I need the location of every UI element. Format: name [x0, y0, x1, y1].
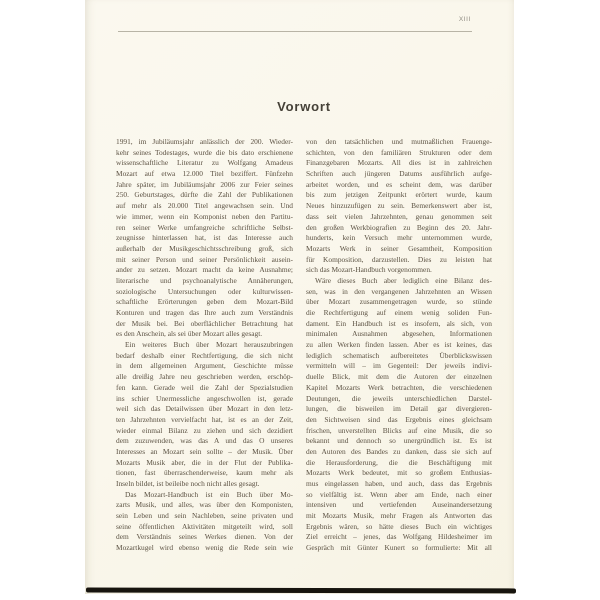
text-line: dem zuzuwenden, was das A und das O unseres	[116, 436, 293, 446]
text-line: hunderts, kein Versuch mehr unternommen wurde,	[306, 233, 492, 243]
text-line: dass seit vielen Jahrzehnten, genau genommen seit	[306, 211, 492, 221]
text-line: Das Mozart-Handbuch ist ein Buch über Mo-	[125, 489, 293, 499]
text-line: Deutungen, die jeweils unterschiedlichen Darstel-	[306, 393, 492, 403]
page-bottom-edge	[86, 588, 516, 594]
book-page	[85, 0, 514, 594]
text-line: vermitteln will – im Gegenteil: Der jeweils indivi-	[306, 361, 492, 371]
text-line: über Mozart zusammengetragen wurde, so stünde	[306, 297, 492, 307]
text-line: mit Mozarts Musik, mehr Fragen als Antworten das	[306, 511, 492, 521]
text-line: frischen, unverstellten Blicks auf eine Musik, die so	[306, 425, 492, 435]
text-line: sein Leben und sein Nachleben, seine privaten und	[116, 511, 293, 521]
text-line: sen, was in den vergangenen Jahrzehnten an Wissen	[306, 286, 492, 296]
text-line: der Musik bei. Bei oberflächlicher Betrachtung hat	[116, 318, 293, 328]
text-line: intensiven und vertiefenden Auseinandersetzung	[306, 500, 492, 510]
text-line: schaftliche Erörterungen geben dem Mozart-Bild	[116, 297, 293, 307]
text-line: ren seiner Werke umfangreiche schriftliche Selbst-	[116, 222, 293, 232]
text-line: Wäre dieses Buch aber lediglich eine Bilanz des-	[315, 275, 492, 285]
text-line: Schriften auch jüngeren Datums ausführlich aufge-	[306, 169, 492, 179]
text-line: es den Anschein, als sei über Mozart alles gesagt.	[116, 329, 263, 339]
text-line: bedarf deshalb einer Rechtfertigung, die sich nicht	[116, 350, 293, 360]
text-line: Mozarts Werk bedeutet, mit so großem Enthusias-	[306, 468, 492, 478]
text-line: den Autoren des Bandes zu danken, dass sie sich auf	[306, 446, 492, 456]
text-line: außerhalb der Musikgeschichtsschreibung groß, sich	[116, 243, 293, 253]
text-line: lungen, die bisweilen im Detail gar divergieren-	[306, 404, 492, 414]
text-line: Ziel erreicht – jenes, das Wolfgang Hildesheimer im	[306, 532, 492, 542]
text-line: Mozart auf etwa 12.000 Titel beziffert. Fünfzehn	[116, 169, 293, 179]
text-line: zeugnisse hinterlassen hat, ist das Interesse auch	[116, 233, 293, 243]
text-line: tionen, fast überraschenderweise, kaum mehr als	[116, 468, 293, 478]
text-column-left	[116, 137, 293, 554]
text-line: kehr seines Todestages, wurde die bis dato erschienene	[116, 147, 293, 157]
text-line: die Rechtfertigung auf einem wenig soliden Fun-	[306, 308, 492, 317]
text-line: Mozartkugel wird ebenso wenig die Rede sein wie	[116, 543, 293, 553]
text-line: auf mehr als 20.000 Titel angewachsen sein. Und	[116, 201, 293, 211]
text-line: die Herausforderung, die die Beschäftigung mit	[306, 457, 492, 467]
text-line: in dem allgemeinen Argument, Geschichte müsse	[116, 361, 293, 371]
text-line: den großen Werkbiografien zu Beginn des 20. Jahr-	[306, 222, 492, 232]
text-line: 250. Geburtstages, dürfte die Zahl der Publikationen	[116, 190, 293, 200]
text-line: Ergebnis wären, so hätte dieses Buch ein wichtiges	[306, 521, 492, 531]
text-line: lediglich schematisch aufbereitetes Überblickswissen	[306, 350, 492, 360]
text-line: bis zum jetzigen Zeitpunkt erörtert wurde, kaum	[306, 190, 492, 200]
text-line: bekannt und dennoch so unergründlich ist. Es ist	[306, 436, 492, 446]
text-line: weil sich das Detailwissen über Mozart in den letz-	[116, 404, 293, 414]
text-line: dem Verständnis seines Werkes dienen. Von der	[116, 532, 293, 542]
text-line: zarts Musik, und alles, was über den Komponisten,	[116, 500, 293, 510]
text-line: Jahre später, im Jubiläumsjahr 2006 zur Feier seines	[116, 179, 293, 189]
text-line: alle dreißig Jahre neu geschrieben werden, erschöp-	[116, 372, 293, 382]
text-line: mus eingelassen haben, und auch, dass das Ergebnis	[306, 479, 492, 488]
text-line: ten Jahrzehnten vervielfacht hat, ist es an der Zeit,	[116, 414, 293, 424]
text-line: ander zu setzen. Mozart macht da keine Ausnahme;	[116, 265, 293, 275]
text-line: Inseln bildet, ist beileibe noch nicht alles gesagt.	[116, 479, 260, 488]
text-line: Kapitel Mozarts Werk betrachten, die verschiedenen	[306, 382, 492, 392]
text-line: 1991, im Jubiläumsjahr anlässlich der 200. Wieder-	[116, 137, 293, 146]
text-line: Mozarts Musik aber, die in der Flut der Publika-	[116, 457, 293, 467]
text-line: minimalen Ausnahmen abgesehen, Informationen	[306, 329, 492, 339]
text-line: dament. Ein Handbuch ist es insofern, als sich, von	[306, 318, 492, 328]
text-line: mit seiner Person und seiner Persönlichkeit ausein-	[116, 254, 293, 264]
text-line: von den tatsächlichen und mutmaßlichen Frauenge-	[306, 137, 492, 146]
text-line: wissenschaftliche Literatur zu Wolfgang Amadeus	[116, 158, 293, 168]
text-line: Interesses an Mozart sein sollte – der Musik. Über	[116, 446, 293, 456]
text-line: schichten, von den familiären Strukturen oder dem	[306, 147, 492, 157]
header-rule	[118, 31, 472, 32]
text-line: sich das Mozart-Handbuch vorgenommen.	[306, 265, 432, 275]
text-line: zu allen Werken finden lassen. Aber es ist keines, das	[306, 340, 492, 350]
text-line: arbeitet worden, und es scheint dem, was darüber	[306, 179, 492, 189]
text-line: duelle Blick, mit dem die Autoren der einzelnen	[306, 372, 492, 382]
text-line: Mozarts Werk in seiner Gesamtheit, Komposition	[306, 243, 492, 253]
text-line: seine öffentlichen Aktivitäten mitgeteilt wird, soll	[116, 521, 293, 531]
text-line: Konturen und tragen das Ihre auch zum Verständnis	[116, 308, 293, 317]
text-line: Ein weiteres Buch über Mozart herauszubringen	[125, 340, 293, 350]
text-line: so vielfältig ist. Wenn aber am Ende, nach einer	[306, 489, 492, 499]
text-line: wie immer, wenn ein Komponist neben den Partitu-	[116, 211, 293, 221]
text-line: Gespräch mit Günter Kunert so formulierte: Mit all	[306, 543, 492, 553]
text-line: ins schier Unermessliche angeschwollen ist, gerade	[116, 393, 293, 403]
text-line: literarische und psychoanalytische Annäherungen,	[116, 275, 293, 285]
text-column-right	[306, 137, 492, 554]
page-number: XIII	[458, 16, 471, 23]
text-line: soziologische Untersuchungen oder kulturwissen-	[116, 286, 293, 296]
text-line: den Sichtweisen sind das Ergebnis eines gleichsam	[306, 414, 492, 424]
page-title: Vorwort	[277, 99, 331, 114]
text-block	[116, 137, 492, 554]
text-line: Finanzgebaren Mozarts. All dies ist in zahlreichen	[306, 158, 492, 168]
text-line: fen kann. Gerade weil die Zahl der Spezialstudien	[116, 382, 293, 392]
text-line: Neues hinzuzufügen zu sein. Bemerkenswert aber ist,	[306, 201, 492, 211]
text-line: für Komposition, darzustellen. Dies zu leisten hat	[306, 254, 492, 264]
text-line: wieder einmal Bilanz zu ziehen und sich dezidiert	[116, 425, 293, 435]
